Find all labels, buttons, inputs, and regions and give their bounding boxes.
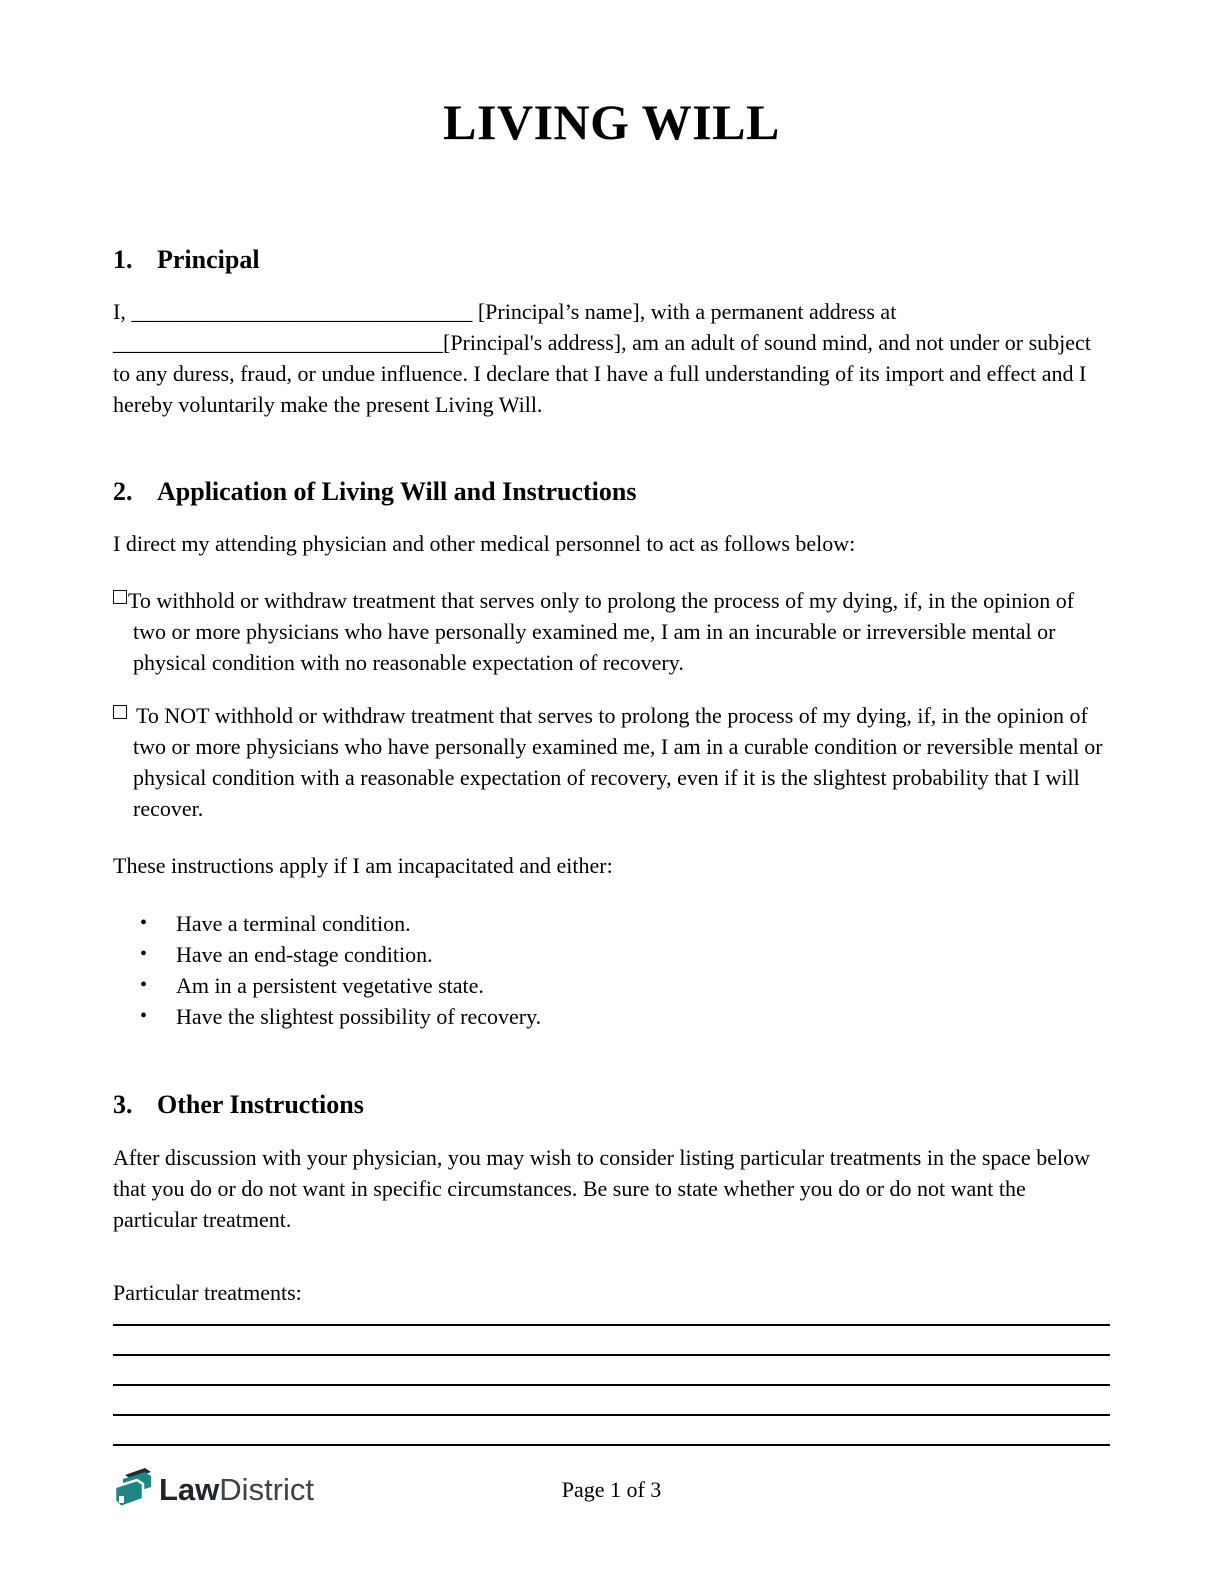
- principal-intro-text: I,: [113, 299, 126, 324]
- not-withhold-treatment-option: [113, 700, 1110, 824]
- condition-text: Have an end-stage condition.: [176, 942, 433, 967]
- conditions-intro-text: These instructions apply if I am incapacitated and either:: [113, 853, 613, 878]
- principal-name-text: [Principal’s name], with a permanent address at: [477, 299, 897, 324]
- not-withhold-option-checkbox[interactable]: [113, 705, 127, 719]
- treatment-writein-line[interactable]: [113, 1326, 1110, 1356]
- brand-district-text: District: [219, 1472, 315, 1507]
- section-number: 2.: [113, 477, 133, 506]
- treatment-writein-line[interactable]: [113, 1416, 1110, 1446]
- withhold-option-text: To withhold or withdraw treatment that serves only to prolong the process of my dying, if, in the opinion of two or more physicians who have personally examined me, I am in an incurable or irreversible mental or physical condition with no reasonable expectation of recovery.: [128, 588, 1075, 675]
- treatment-writein-line[interactable]: [113, 1356, 1110, 1386]
- principal-name-blank-field[interactable]: _______________________________: [131, 299, 473, 324]
- condition-text: Am in a persistent vegetative state.: [176, 973, 484, 998]
- condition-item: [113, 939, 1110, 970]
- treatment-writein-line[interactable]: [113, 1386, 1110, 1416]
- not-withhold-option-text: To NOT withhold or withdraw treatment that serves to prolong the process of my dying, if, in the opinion of two or more physicians who have personally examined me, I am in a curable condition or reversible mental or physical condition with a reasonable expectation of recovery, even if it is the slightest probability that I will recover.: [133, 703, 1103, 821]
- treatment-writein-line[interactable]: [113, 1308, 1110, 1326]
- withhold-treatment-option: [113, 585, 1110, 678]
- particular-treatments-label: Particular treatments:: [113, 1280, 302, 1305]
- section-number: 1.: [113, 245, 133, 274]
- section-label: Other Instructions: [157, 1090, 364, 1119]
- section-heading-application: [113, 477, 1110, 507]
- brand-law-text: Law: [159, 1472, 220, 1507]
- condition-item: [113, 970, 1110, 1001]
- section-label: Application of Living Will and Instructions: [157, 477, 637, 506]
- withhold-option-checkbox[interactable]: [113, 590, 127, 604]
- condition-text: Have the slightest possibility of recovery.: [176, 1004, 542, 1029]
- section-number: 3.: [113, 1090, 133, 1119]
- stacked-pages-icon: [113, 1467, 153, 1513]
- principal-paragraph: [113, 296, 1110, 420]
- section-heading-other-instructions: [113, 1090, 1110, 1120]
- condition-item: [113, 1001, 1110, 1032]
- condition-text: Have a terminal condition.: [176, 911, 411, 936]
- page-number: Page 1 of 3: [561, 1477, 662, 1502]
- principal-address-blank-field[interactable]: ______________________________: [113, 330, 443, 355]
- condition-item: [113, 908, 1110, 939]
- application-intro-text: I direct my attending physician and other medical personnel to act as follows below:: [113, 531, 856, 556]
- page-footer: [113, 1464, 1110, 1524]
- principal-address-text: [Principal's address], am an adult of sound mind, and not under or subject to any duress, fraud, or undue influence. I declare that I have a full understanding of its import and effect and I hereby voluntarily make the present Living Will.: [113, 330, 1091, 417]
- document-title: LIVING WILL: [443, 94, 780, 150]
- section-heading-principal: [113, 245, 1110, 275]
- section-label: Principal: [157, 245, 260, 274]
- lawdistrict-logo: [113, 1466, 314, 1514]
- conditions-list: [113, 908, 1110, 1032]
- other-instructions-text: After discussion with your physician, you may wish to consider listing particular treatments in the space below that you do or do not want in specific circumstances. Be sure to state whether you do or do not want the particular treatment.: [113, 1145, 1090, 1232]
